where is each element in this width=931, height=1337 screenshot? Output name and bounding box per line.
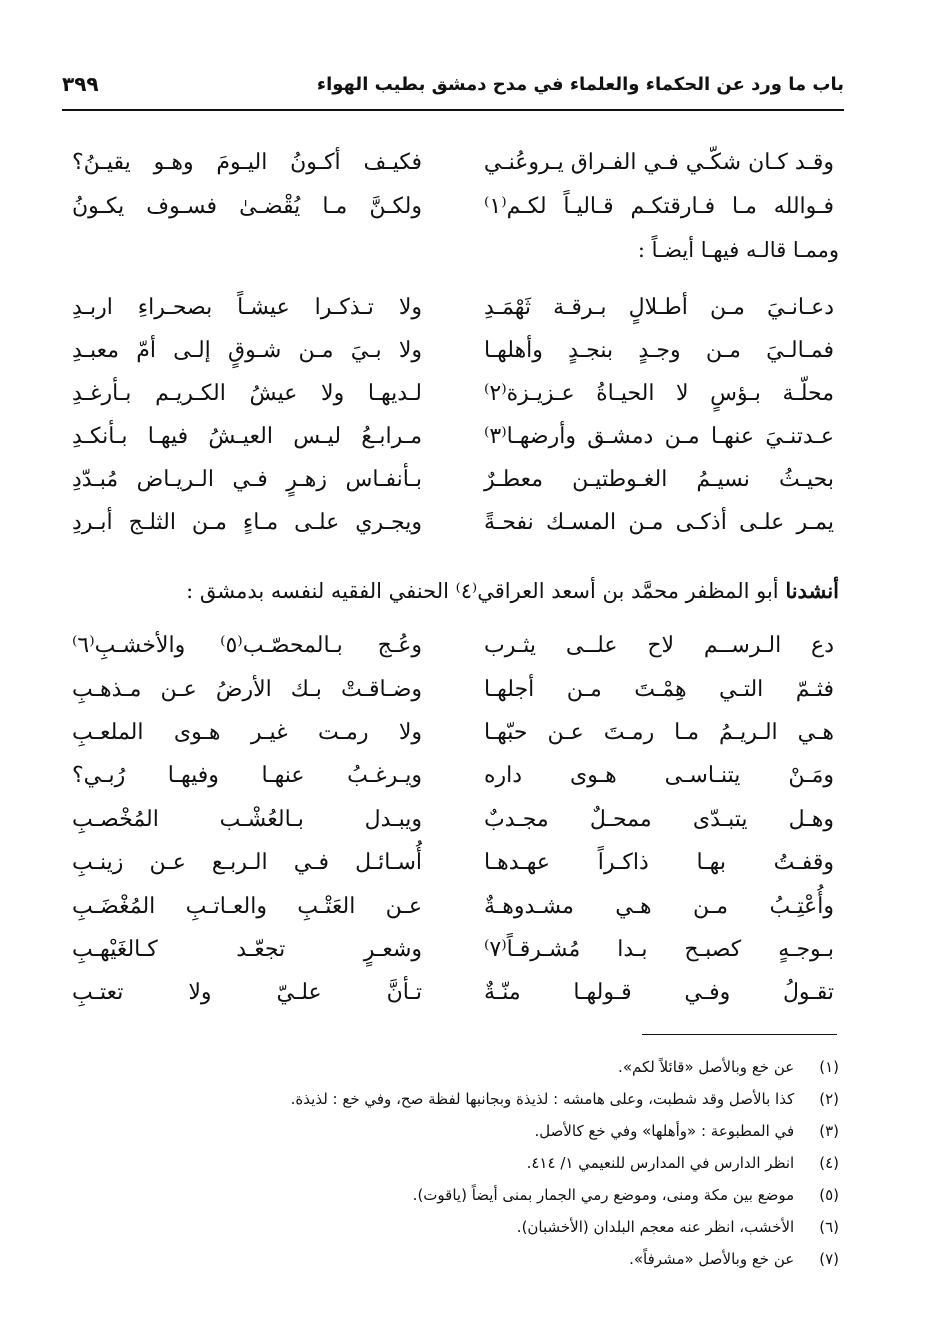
verse-first-hemistich: وقفـتُ بهـا ذاكـراً عهـدهـا (484, 850, 834, 876)
verse-line (62, 711, 844, 754)
verse-second-hemistich: لـديهـا ولا عيشُ الكـريـم بـأرغـدِ (72, 381, 422, 406)
footnote (291, 1122, 839, 1154)
verse-first-hemistich: بـوجـهٍ كصبـح بـدا مُشـرقـاً⁽٧⁾ (484, 936, 834, 962)
footnote-text: عن خع وبالأصل «مشرفاً». (629, 1250, 795, 1268)
footnote-text: كذا بالأصل وقد شطبت، وعلى هامشه : لذيذة وبجانبها لفظة صح، وفي خع : لذيذة. (290, 1090, 795, 1108)
verse-line (62, 841, 844, 884)
footnote-number: (٥) (819, 1186, 839, 1204)
verse-second-hemistich: ولا بـيَ مـن شـوقٍ إلـى أمّ معبـدِ (72, 338, 422, 363)
verse-first-hemistich: ومَـنْ يتنـاسـى هـوى داره (484, 763, 834, 789)
verse-second-hemistich: أُسـائـل فـي الـربـع عـن زينـبِ (72, 850, 422, 876)
verse-line (62, 928, 844, 971)
footnote-text: انظر الدارس في المدارس للنعيمي ١/ ٤١٤. (526, 1154, 795, 1172)
verse-first-hemistich: دع الـرســم لاح علــى يثـرب (484, 633, 834, 659)
footnote-number: (٦) (819, 1218, 839, 1236)
attribution-text: أبو المظفر محمَّد بن أسعد العراقي⁽٤⁾ الحنفي الفقيه لنفسه بدمشق : (186, 579, 786, 603)
footnote-text: الأخشب، انظر عنه معجم البلدان (الأخشبان). (516, 1218, 795, 1236)
footnote (291, 1090, 839, 1122)
footnote (291, 1186, 839, 1218)
verse-first-hemistich: دعـانـيَ مـن أطـلالٍ بـرقـة ثَهْمَـدِ (484, 295, 834, 320)
poem-second (62, 286, 844, 544)
footnote-number: (٣) (819, 1122, 839, 1140)
verse-line (62, 372, 844, 415)
footnote-text: عن خع وبالأصل «قائلاً لكم». (618, 1058, 795, 1076)
verse-line (62, 798, 844, 841)
footnote-divider (642, 1034, 837, 1035)
verse-first-hemistich: وقـد كـان شكّـي فـي الفـراق يـروعُنـي (483, 149, 834, 175)
verse-second-hemistich: ولا تـذكـرا عيشـاً بصحـراءِ اربـدِ (72, 295, 422, 320)
verse-line (62, 971, 844, 1014)
verse-line (62, 140, 844, 184)
verse-first-hemistich: فثـمّ التـي هِمْـتَ مـن أجلهـا (484, 676, 834, 702)
verse-line (62, 184, 844, 228)
verse-first-hemistich: محلّـة بـؤسٍ لا الحيـاةُ عـزيـزة⁽٢⁾ (484, 381, 834, 406)
footnote (291, 1218, 839, 1250)
footnote-number: (٤) (819, 1154, 839, 1172)
footnotes (291, 1058, 839, 1282)
verse-second-hemistich: ويجـري علـى مـاءٍ مـن الثلـج أبـردِ (72, 510, 422, 535)
verse-second-hemistich: بـأنفـاس زهـرٍ فـي الـريـاض مُبـدّدِ (72, 467, 422, 492)
footnote (291, 1058, 839, 1090)
verse-line (62, 415, 844, 458)
verse-second-hemistich: وشعـرٍ تجعّـد كـالغَيْهـبِ (72, 936, 422, 962)
verse-first-hemistich: عـدتنـيَ عنهـا مـن دمشـق وأرضهـا⁽٣⁾ (484, 424, 834, 449)
verse-first-hemistich: فمـالـيَ مـن وجـدٍ بنجـدٍ وأهلهـا (484, 338, 834, 363)
footnote (291, 1154, 839, 1186)
verse-second-hemistich: وعُـج بـالمحصّـب⁽٥⁾ والأخشـبِ⁽٦⁾ (72, 633, 422, 659)
verse-second-hemistich: ولا رمـت غيـر هـوى الملعـبِ (72, 719, 422, 745)
verse-first-hemistich: يمـر علـى أذكـى مـن المسـك نفحـةً (484, 510, 834, 535)
verse-line (62, 286, 844, 329)
footnote-number: (٧) (819, 1250, 839, 1268)
verse-line (62, 884, 844, 927)
verse-first-hemistich: تقـولُ وفـي قـولهـا منّـةٌ (484, 980, 834, 1006)
verse-second-hemistich: عـن العَتْـبِ والعـاتـبِ المُغْضَـبِ (72, 893, 422, 919)
verse-line (62, 624, 844, 667)
footnote-number: (٢) (819, 1090, 839, 1108)
verse-second-hemistich: تـأنَّ علـيّ ولا تعتـبِ (72, 980, 422, 1006)
verse-first-hemistich: وهـل يتبـدّى ممحـلٌ مجـدبٌ (484, 806, 834, 832)
verse-second-hemistich: وضـاقـتْ بـك الأرضُ عـن مـذهـبِ (72, 676, 422, 702)
verse-line (62, 501, 844, 544)
footnote-number: (١) (819, 1058, 839, 1076)
running-title: باب ما ورد عن الحكماء والعلماء في مدح دمشق بطيب الهواء (316, 74, 844, 95)
header-divider (62, 109, 844, 111)
verse-second-hemistich: ولكـنَّ مـا يُقْضـىٰ فسـوف يكـونُ (72, 193, 422, 219)
verse-first-hemistich: هـي الـريـمُ مـا رمـتَ عـن حبّهـا (484, 719, 834, 745)
verse-second-hemistich: مـرابـعُ ليـس العيـشُ فيهـا بـأنكـدِ (72, 424, 422, 449)
verse-second-hemistich: ويـرغـبُ عنهـا وفيهـا رُبـي؟ (72, 763, 422, 789)
page-header (62, 68, 844, 108)
footnote (291, 1250, 839, 1282)
verse-first-hemistich: فـوالله مـا فـارقتكـم قـاليـاً لكـم⁽١⁾ (484, 193, 834, 219)
poem-intro-line: وممـا قالـه فيهـا أيضـاً : (637, 238, 839, 262)
footnote-text: موضع بين مكة ومنى، وموضع رمي الجمار بمنى أيضاً (ياقوت). (412, 1186, 795, 1204)
verse-line (62, 754, 844, 797)
verse-line (62, 458, 844, 501)
poem-third (62, 624, 844, 1015)
poem-first (62, 140, 844, 228)
page-number: ٣٩٩ (62, 72, 99, 96)
verse-first-hemistich: وأُعْتِـبُ مـن هـي مشـدوهـةٌ (484, 893, 834, 919)
verse-first-hemistich: بحيـثُ نسيـمُ الغـوطتيـن معطـرٌ (484, 467, 834, 492)
footnote-text: في المطبوعة : «وأهلها» وفي خع كالأصل. (534, 1122, 795, 1140)
verse-line (62, 667, 844, 710)
attribution-lead: أنشدنا (785, 578, 839, 603)
verse-second-hemistich: ويبـدل بـالعُشْـب المُخْصـبِ (72, 806, 422, 832)
verse-line (62, 329, 844, 372)
verse-second-hemistich: فكيـف أكـونُ اليـومَ وهـو يقيـنُ؟ (72, 149, 422, 175)
poem-attribution (186, 578, 839, 603)
